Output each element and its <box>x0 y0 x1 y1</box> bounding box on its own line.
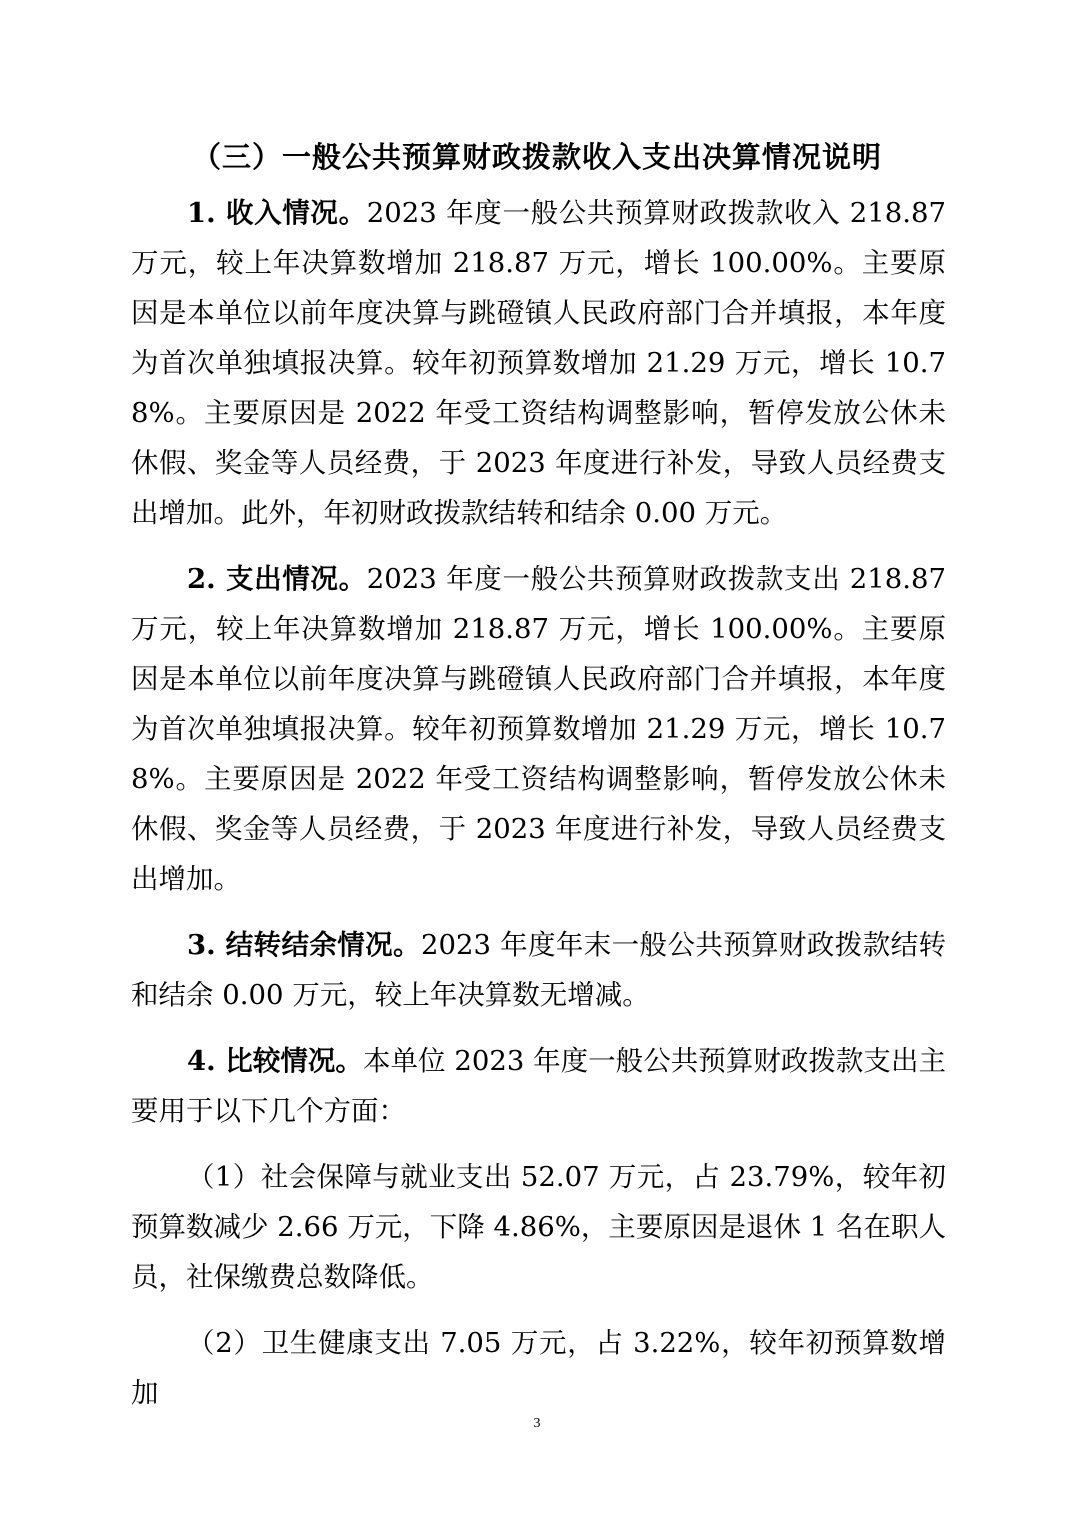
paragraph-text: 2023 年度一般公共预算财政拨款支出 218.87 万元，较上年决算数增加 218.87 万元，增长 100.00%。主要原因是本单位以前年度决算与跳磴镇人民政府部门合并填报，本年度为首次单独填报决算。较年初预算数增加 21.29 万元，增长 10.78%。主要原因是 2022 年受工资结构调整影响，暂停发放公休未休假、奖金等人员经费，于 2023 年度进行补发，导致人员经费支出增加。 <box>131 563 946 895</box>
paragraph-comparison <box>131 1036 946 1136</box>
paragraph-text: 本单位 2023 年度一般公共预算财政拨款支出主要用于以下几个方面： <box>131 1045 946 1127</box>
section-title: （三）一般公共预算财政拨款收入支出决算情况说明 <box>191 140 882 174</box>
paragraph-heading: 2. 支出情况。 <box>187 563 367 595</box>
paragraph-expenditure <box>131 554 946 904</box>
paragraph-text: （1）社会保障与就业支出 52.07 万元，占 23.79%，较年初预算数减少 2.66 万元，下降 4.86%，主要原因是退休 1 名在职人员，社保缴费总数降低。 <box>131 1161 946 1293</box>
paragraph-item-2 <box>131 1318 946 1418</box>
paragraph-text: 2023 年度年末一般公共预算财政拨款结转和结余 0.00 万元，较上年决算数无增减。 <box>131 929 946 1011</box>
paragraph-item-1 <box>131 1152 946 1302</box>
paragraph-text: 2023 年度一般公共预算财政拨款收入 218.87 万元，较上年决算数增加 218.87 万元，增长 100.00%。主要原因是本单位以前年度决算与跳磴镇人民政府部门合并填报，本年度为首次单独填报决算。较年初预算数增加 21.29 万元，增长 10.78%。主要原因是 2022 年受工资结构调整影响，暂停发放公休未休假、奖金等人员经费，于 2023 年度进行补发，导致人员经费支出增加。此外，年初财政拨款结转和结余 0.00 万元。 <box>131 197 946 529</box>
paragraph-income <box>131 188 946 538</box>
paragraph-carryover <box>131 920 946 1020</box>
page-number: 3 <box>533 1416 541 1431</box>
paragraph-heading: 4. 比较情况。 <box>187 1045 363 1077</box>
paragraph-heading: 3. 结转结余情况。 <box>187 929 421 961</box>
body-text <box>131 188 946 1434</box>
paragraph-heading: 1. 收入情况。 <box>187 197 367 229</box>
paragraph-text: （2）卫生健康支出 7.05 万元，占 3.22%，较年初预算数增加 <box>131 1327 946 1409</box>
